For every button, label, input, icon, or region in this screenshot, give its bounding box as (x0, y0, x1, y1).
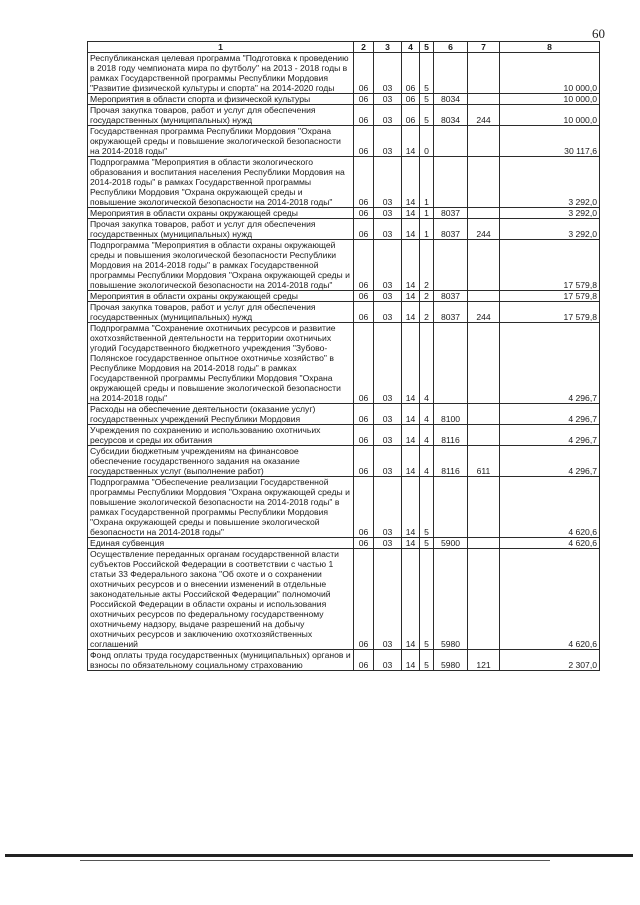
row-code-cell: 121 (468, 650, 500, 671)
row-code-cell: 06 (354, 53, 374, 94)
row-code-cell: 03 (374, 126, 402, 157)
row-code-cell (434, 126, 468, 157)
row-code-cell: 03 (374, 302, 402, 323)
row-code-cell (468, 477, 500, 538)
row-code-cell: 244 (468, 105, 500, 126)
row-name-cell: Осуществление переданных органам государственной власти субъектов Российской Федерации в соответствии с частью 1 статьи 33 Федерального закона "Об охоте и о сохранении охотничьих ресурсов и о внесении изменений в отдельные законодательные акты Российской Федерации" полномочий Российской Федерации в области охраны и использования охотничьих ресурсов по федеральному государственному охотничьему надзору, выдаче разрешений на добычу охотничьих ресурсов и заключению охотхозяйственных соглашений (88, 549, 354, 650)
header-cell: 3 (374, 42, 402, 53)
row-code-cell: 06 (354, 126, 374, 157)
row-code-cell: 611 (468, 446, 500, 477)
row-code-cell: 06 (354, 157, 374, 208)
row-code-cell: 1 (420, 208, 434, 219)
row-code-cell: 5980 (434, 549, 468, 650)
row-code-cell (468, 157, 500, 208)
row-code-cell (468, 538, 500, 549)
row-code-cell: 14 (402, 404, 420, 425)
table-row (88, 94, 600, 105)
row-code-cell: 14 (402, 446, 420, 477)
row-code-cell: 2 (420, 302, 434, 323)
table-row (88, 157, 600, 208)
table-row (88, 323, 600, 404)
row-code-cell: 8116 (434, 425, 468, 446)
row-code-cell: 06 (354, 208, 374, 219)
row-amount-cell: 4 296,7 (500, 446, 600, 477)
row-code-cell: 5 (420, 477, 434, 538)
row-amount-cell: 2 307,0 (500, 650, 600, 671)
row-code-cell (468, 549, 500, 650)
row-code-cell: 03 (374, 53, 402, 94)
row-code-cell: 03 (374, 538, 402, 549)
row-amount-cell: 4 620,6 (500, 549, 600, 650)
row-amount-cell: 10 000,0 (500, 105, 600, 126)
table-header-row (88, 42, 600, 53)
header-cell: 8 (500, 42, 600, 53)
row-code-cell: 14 (402, 650, 420, 671)
table-row (88, 446, 600, 477)
row-code-cell: 03 (374, 650, 402, 671)
table-row (88, 208, 600, 219)
table-row (88, 425, 600, 446)
row-amount-cell: 4 296,7 (500, 404, 600, 425)
bottom-rule (5, 854, 633, 857)
row-name-cell: Подпрограмма "Мероприятия в области охраны окружающей среды и повышения экологической безопасности Республики Мордовия на 2014-2018 годы" в рамках Государственной программы Республики Мордовия "Охрана окружающей среды и повышение экологической безопасности на 2014-2018 годы" (88, 240, 354, 291)
row-code-cell: 06 (354, 549, 374, 650)
row-code-cell: 2 (420, 240, 434, 291)
row-code-cell: 03 (374, 477, 402, 538)
row-code-cell: 06 (402, 94, 420, 105)
row-code-cell (468, 53, 500, 94)
row-code-cell: 06 (402, 105, 420, 126)
row-code-cell: 8037 (434, 219, 468, 240)
row-name-cell: Мероприятия в области спорта и физической культуры (88, 94, 354, 105)
row-code-cell: 06 (354, 94, 374, 105)
row-code-cell: 06 (354, 425, 374, 446)
row-code-cell (468, 323, 500, 404)
row-name-cell: Республиканская целевая программа "Подготовка к проведению в 2018 году чемпионата мира по футболу" на 2013 - 2018 годы в рамках Государственной программы Республики Мордовия "Развитие физической культуры и спорта" на 2014-2020 годы (88, 53, 354, 94)
row-amount-cell: 3 292,0 (500, 219, 600, 240)
table-row (88, 291, 600, 302)
row-name-cell: Субсидии бюджетным учреждениям на финансовое обеспечение государственного задания на оказание государственных услуг (выполнение работ) (88, 446, 354, 477)
row-code-cell: 5 (420, 105, 434, 126)
row-code-cell: 4 (420, 404, 434, 425)
row-code-cell: 244 (468, 219, 500, 240)
row-code-cell: 0 (420, 126, 434, 157)
row-code-cell: 06 (354, 323, 374, 404)
budget-table (87, 41, 600, 671)
row-code-cell: 5 (420, 650, 434, 671)
row-code-cell: 8037 (434, 208, 468, 219)
header-cell: 2 (354, 42, 374, 53)
row-code-cell: 14 (402, 157, 420, 208)
row-code-cell (434, 323, 468, 404)
row-code-cell: 14 (402, 291, 420, 302)
table-row (88, 302, 600, 323)
table-row (88, 240, 600, 291)
row-amount-cell: 4 620,6 (500, 477, 600, 538)
row-amount-cell: 17 579,8 (500, 302, 600, 323)
row-code-cell: 06 (354, 538, 374, 549)
row-name-cell: Подпрограмма "Сохранение охотничьих ресурсов и развитие охотхозяйственной деятельности на территории охотничьих угодий Государственного бюджетного учреждения "Зубово-Полянское государственное опытное охотничье хозяйство" в Республике Мордовия на 2014-2018 годы" в рамках Государственной программы Республики Мордовия "Охрана окружающей среды и повышение экологической безопасности на 2014-2018 годы" (88, 323, 354, 404)
row-code-cell (468, 94, 500, 105)
row-code-cell: 06 (354, 477, 374, 538)
row-code-cell: 03 (374, 240, 402, 291)
row-name-cell: Государственная программа Республики Мордовия "Охрана окружающей среды и повышение экологической безопасности на 2014-2018 годы" (88, 126, 354, 157)
row-code-cell (468, 240, 500, 291)
row-code-cell: 5900 (434, 538, 468, 549)
row-code-cell: 8100 (434, 404, 468, 425)
row-code-cell: 03 (374, 549, 402, 650)
row-code-cell: 14 (402, 549, 420, 650)
row-code-cell (434, 477, 468, 538)
row-amount-cell: 4 296,7 (500, 425, 600, 446)
row-amount-cell: 4 620,6 (500, 538, 600, 549)
row-code-cell: 06 (354, 105, 374, 126)
row-code-cell: 03 (374, 208, 402, 219)
row-amount-cell: 30 117,6 (500, 126, 600, 157)
table-row (88, 219, 600, 240)
row-code-cell: 4 (420, 323, 434, 404)
row-amount-cell: 3 292,0 (500, 208, 600, 219)
row-code-cell: 5980 (434, 650, 468, 671)
header-cell: 6 (434, 42, 468, 53)
row-name-cell: Фонд оплаты труда государственных (муниципальных) органов и взносы по обязательному социальному страхованию (88, 650, 354, 671)
row-name-cell: Прочая закупка товаров, работ и услуг для обеспечения государственных (муниципальных) нужд (88, 302, 354, 323)
table-body (88, 53, 600, 671)
row-code-cell: 8034 (434, 94, 468, 105)
row-code-cell: 8116 (434, 446, 468, 477)
header-cell: 5 (420, 42, 434, 53)
row-code-cell (468, 126, 500, 157)
table-row (88, 477, 600, 538)
table-row (88, 549, 600, 650)
row-amount-cell: 17 579,8 (500, 291, 600, 302)
row-code-cell: 14 (402, 240, 420, 291)
row-code-cell: 5 (420, 549, 434, 650)
row-code-cell: 8034 (434, 105, 468, 126)
row-code-cell (434, 157, 468, 208)
table-row (88, 650, 600, 671)
row-code-cell: 06 (402, 53, 420, 94)
table-row (88, 105, 600, 126)
row-code-cell (468, 425, 500, 446)
row-code-cell: 03 (374, 446, 402, 477)
row-code-cell (434, 240, 468, 291)
row-code-cell: 03 (374, 291, 402, 302)
row-code-cell: 06 (354, 650, 374, 671)
row-code-cell: 14 (402, 538, 420, 549)
row-code-cell (468, 291, 500, 302)
row-code-cell: 06 (354, 219, 374, 240)
row-name-cell: Прочая закупка товаров, работ и услуг для обеспечения государственных (муниципальных) нужд (88, 105, 354, 126)
row-code-cell: 8037 (434, 302, 468, 323)
row-code-cell: 03 (374, 404, 402, 425)
row-name-cell: Прочая закупка товаров, работ и услуг для обеспечения государственных (муниципальных) нужд (88, 219, 354, 240)
row-code-cell: 14 (402, 126, 420, 157)
row-code-cell: 14 (402, 425, 420, 446)
row-code-cell: 5 (420, 538, 434, 549)
row-code-cell (434, 53, 468, 94)
row-code-cell (468, 208, 500, 219)
row-amount-cell: 10 000,0 (500, 94, 600, 105)
row-code-cell: 14 (402, 323, 420, 404)
table-row (88, 126, 600, 157)
row-name-cell: Расходы на обеспечение деятельности (оказание услуг) государственных учреждений Республики Мордовия (88, 404, 354, 425)
row-code-cell: 03 (374, 323, 402, 404)
row-code-cell: 8037 (434, 291, 468, 302)
row-code-cell: 1 (420, 157, 434, 208)
row-amount-cell: 4 296,7 (500, 323, 600, 404)
row-name-cell: Подпрограмма "Мероприятия в области экологического образования и воспитания населения Республики Мордовия на 2014-2018 годы" в рамках Государственной программы Республики Мордовия "Охрана окружающей среды и повышение экологической безопасности на 2014-2018 годы" (88, 157, 354, 208)
row-code-cell: 06 (354, 404, 374, 425)
row-code-cell: 06 (354, 291, 374, 302)
row-code-cell: 4 (420, 446, 434, 477)
row-code-cell: 03 (374, 105, 402, 126)
row-amount-cell: 17 579,8 (500, 240, 600, 291)
row-name-cell: Учреждения по сохранению и использованию охотничьих ресурсов и среды их обитания (88, 425, 354, 446)
header-cell: 7 (468, 42, 500, 53)
row-name-cell: Мероприятия в области охраны окружающей среды (88, 208, 354, 219)
table-row (88, 538, 600, 549)
row-code-cell: 06 (354, 446, 374, 477)
row-code-cell: 14 (402, 302, 420, 323)
row-code-cell: 244 (468, 302, 500, 323)
row-name-cell: Подпрограмма "Обеспечение реализации Государственной программы Республики Мордовия "Охрана окружающей среды и повышение экологической безопасности на 2014-2018 годы" в рамках Государственной программы Республики Мордовия "Охрана окружающей среды и повышение экологической безопасности на 2014-2018 годы" (88, 477, 354, 538)
row-code-cell: 5 (420, 94, 434, 105)
row-code-cell: 06 (354, 302, 374, 323)
bottom-rule-thin (80, 860, 550, 861)
row-code-cell: 03 (374, 157, 402, 208)
row-code-cell: 03 (374, 94, 402, 105)
row-code-cell: 03 (374, 425, 402, 446)
header-cell: 4 (402, 42, 420, 53)
row-amount-cell: 10 000,0 (500, 53, 600, 94)
row-code-cell: 03 (374, 219, 402, 240)
page-number: 60 (592, 26, 605, 41)
row-code-cell: 5 (420, 53, 434, 94)
row-name-cell: Единая субвенция (88, 538, 354, 549)
row-code-cell: 2 (420, 291, 434, 302)
row-code-cell: 4 (420, 425, 434, 446)
table-row (88, 404, 600, 425)
header-cell: 1 (88, 42, 354, 53)
row-code-cell: 14 (402, 219, 420, 240)
row-name-cell: Мероприятия в области охраны окружающей среды (88, 291, 354, 302)
row-code-cell: 14 (402, 208, 420, 219)
row-code-cell: 14 (402, 477, 420, 538)
row-code-cell: 1 (420, 219, 434, 240)
row-code-cell: 06 (354, 240, 374, 291)
row-amount-cell: 3 292,0 (500, 157, 600, 208)
table-row (88, 53, 600, 94)
row-code-cell (468, 404, 500, 425)
